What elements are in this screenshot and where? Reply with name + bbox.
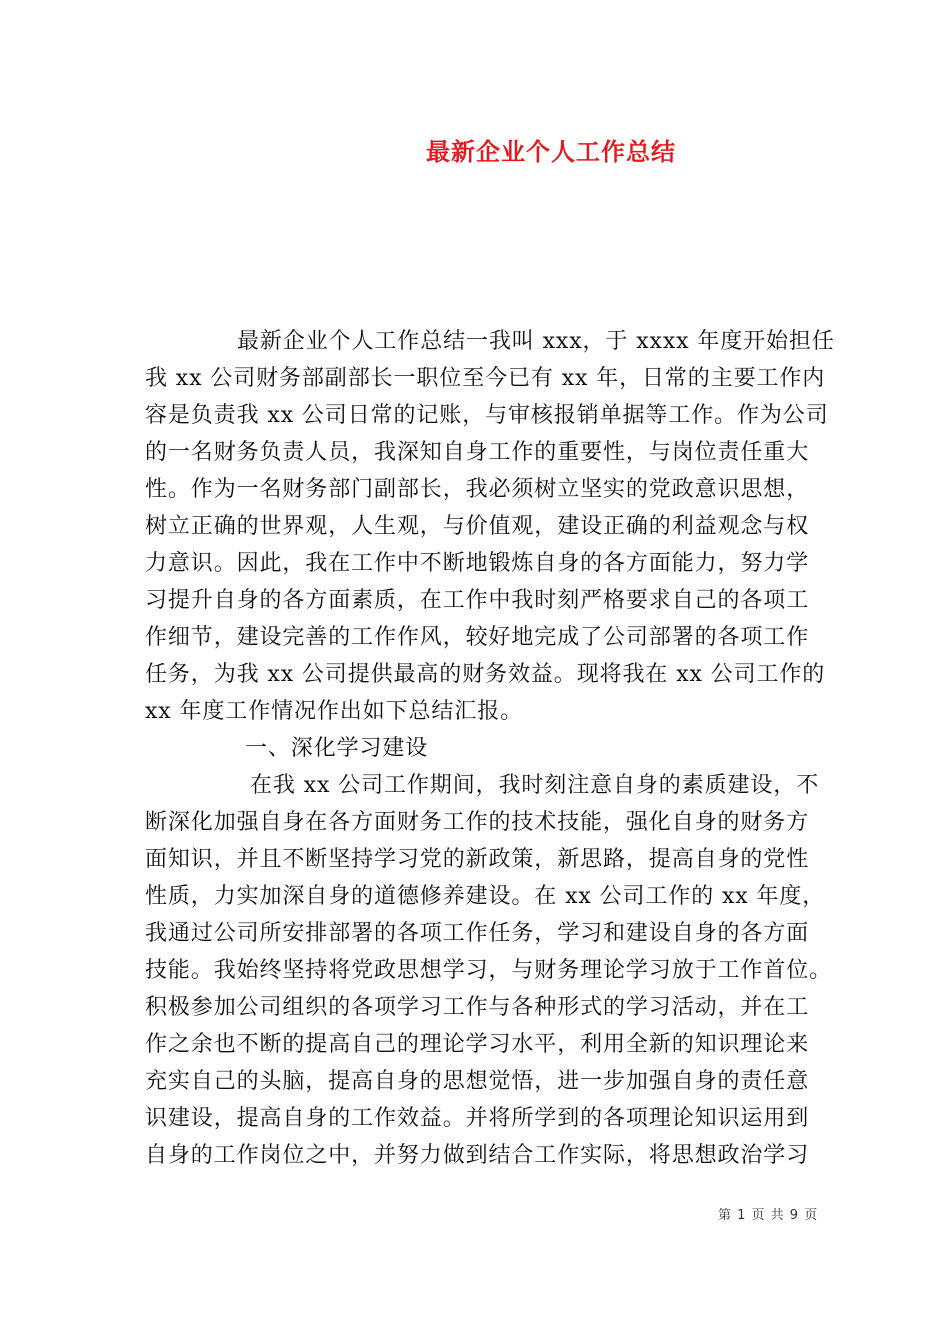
text-line: 断深化加强自身在各方面财务工作的技术技能，强化自身的财务方 [145, 810, 810, 835]
text-line: 在我 xx 公司工作期间，我时刻注意自身的素质建设，不 [250, 773, 820, 798]
text-line: 作细节，建设完善的工作作风，较好地完成了公司部署的各项工作 [145, 625, 810, 650]
text-line: 自身的工作岗位之中，并努力做到结合工作实际，将思想政治学习 [145, 1143, 810, 1168]
text-line: 充实自己的头脑，提高自身的思想觉悟，进一步加强自身的责任意 [145, 1069, 810, 1094]
text-line: 识建设，提高自身的工作效益。并将所学到的各项理论知识运用到 [145, 1106, 810, 1131]
text-line: 性。作为一名财务部门副部长，我必须树立坚实的党政意识思想， [145, 477, 810, 502]
text-line: 面知识，并且不断坚持学习党的新政策，新思路，提高自身的党性 [145, 847, 810, 872]
section-heading: 一、深化学习建设 [245, 736, 429, 761]
text-line: 习提升自身的各方面素质，在工作中我时刻严格要求自己的各项工 [145, 588, 810, 613]
text-line: 容是负责我 xx 公司日常的记账，与审核报销单据等工作。作为公司 [145, 403, 829, 428]
text-line: 技能。我始终坚持将党政思想学习，与财务理论学习放于工作首位。 [145, 958, 833, 983]
text-line: 树立正确的世界观，人生观，与价值观，建设正确的利益观念与权 [145, 514, 810, 539]
page-indicator: 第 1 页 共 9 页 [718, 1208, 819, 1223]
text-line: 我 xx 公司财务部副部长一职位至今已有 xx 年，日常的主要工作内 [145, 366, 826, 391]
text-line: 性质，力实加深自身的道德修养建设。在 xx 公司工作的 xx 年度， [145, 884, 826, 909]
text-line: 积极参加公司组织的各项学习工作与各种形式的学习活动，并在工 [145, 995, 810, 1020]
text-line: 任务，为我 xx 公司提供最高的财务效益。现将我在 xx 公司工作的 [145, 662, 826, 687]
document-title: 最新企业个人工作总结 [426, 138, 676, 166]
text-line: xx 年度工作情况作出如下总结汇报。 [145, 699, 524, 724]
text-line: 最新企业个人工作总结一我叫 xxx，于 xxxx 年度开始担任 [237, 329, 835, 354]
text-line: 力意识。因此，我在工作中不断地锻炼自身的各方面能力，努力学 [145, 551, 810, 576]
document-body [145, 323, 835, 1174]
text-line: 我通过公司所安排部署的各项工作任务，学习和建设自身的各方面 [145, 921, 810, 946]
text-line: 作之余也不断的提高自己的理论学习水平，利用全新的知识理论来 [145, 1032, 810, 1057]
text-line: 的一名财务负责人员，我深知自身工作的重要性，与岗位责任重大 [145, 440, 810, 465]
